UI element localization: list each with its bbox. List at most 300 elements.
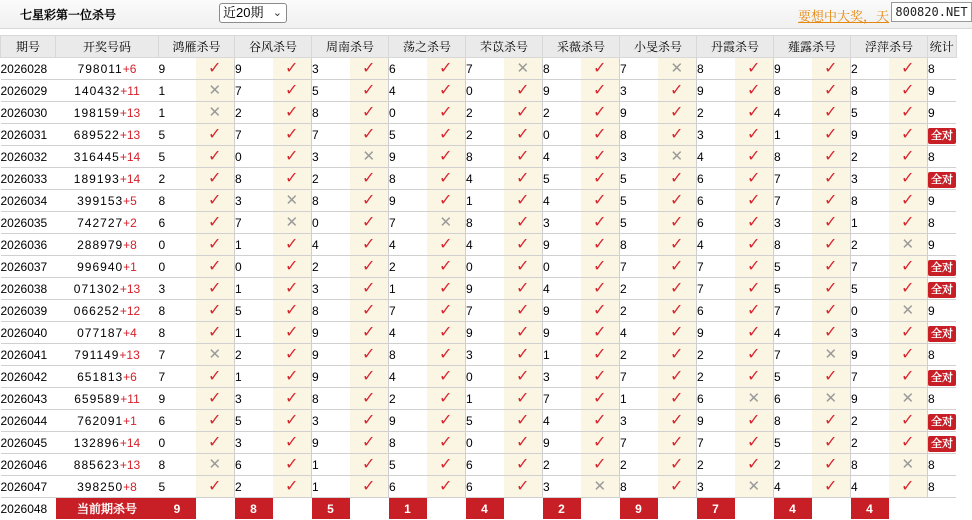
- kill-number-cell: 5: [851, 278, 889, 300]
- check-icon: ✓: [208, 323, 222, 341]
- result-cell: [350, 432, 389, 454]
- result-cell: [658, 432, 697, 454]
- result-cell: [504, 344, 543, 366]
- kill-number-cell: 5: [159, 146, 196, 168]
- cross-icon: ✕: [516, 59, 530, 77]
- table-header-row: [1, 36, 957, 58]
- kill-number-cell: 9: [312, 366, 350, 388]
- kill-number-cell: 9: [697, 80, 735, 102]
- table-row: [1, 124, 957, 146]
- kill-number-cell: 8: [774, 234, 812, 256]
- result-cell: [196, 366, 235, 388]
- all-correct-badge: 全对: [928, 414, 956, 430]
- result-cell: [889, 476, 928, 498]
- draw-special: +14: [119, 149, 141, 164]
- result-cell: [427, 80, 466, 102]
- kill-number-cell: 5: [389, 454, 427, 476]
- kill-number-cell: 2: [159, 168, 196, 190]
- kill-number-cell: 7: [697, 432, 735, 454]
- empty-cell: [658, 498, 697, 520]
- check-icon: ✓: [593, 257, 607, 275]
- check-icon: ✓: [747, 345, 761, 363]
- empty-cell: [889, 498, 928, 520]
- check-icon: ✓: [208, 191, 222, 209]
- result-cell: [427, 322, 466, 344]
- check-icon: ✓: [439, 235, 453, 253]
- kill-number-cell: 6: [159, 410, 196, 432]
- result-cell: [273, 80, 312, 102]
- issue-cell: 2026042: [1, 366, 56, 388]
- kill-number-cell: 1: [620, 388, 658, 410]
- check-icon: ✓: [670, 279, 684, 297]
- cross-icon: ✕: [824, 389, 838, 407]
- result-cell: [273, 344, 312, 366]
- cross-icon: ✕: [439, 213, 453, 231]
- kill-number-cell: 0: [235, 256, 273, 278]
- draw-special: +13: [119, 457, 141, 472]
- cross-icon: ✕: [901, 301, 915, 319]
- all-correct-badge: 全对: [928, 282, 956, 298]
- check-icon: ✓: [670, 257, 684, 275]
- check-icon: ✓: [362, 257, 376, 275]
- stat-cell: [928, 212, 957, 234]
- result-cell: [812, 344, 851, 366]
- stat-cell: [928, 256, 957, 278]
- kill-number-cell: 0: [389, 102, 427, 124]
- result-cell: [889, 256, 928, 278]
- kill-number-cell: 9: [697, 410, 735, 432]
- result-cell: [504, 234, 543, 256]
- check-icon: ✓: [747, 301, 761, 319]
- check-icon: ✓: [670, 345, 684, 363]
- kill-number-cell: 2: [851, 146, 889, 168]
- issue-cell: 2026032: [1, 146, 56, 168]
- check-icon: ✓: [747, 279, 761, 297]
- table-row: [1, 212, 957, 234]
- kill-number-cell: 8: [543, 58, 581, 80]
- issue-cell: 2026041: [1, 344, 56, 366]
- result-cell: [735, 388, 774, 410]
- result-cell: [350, 190, 389, 212]
- kill-number-cell: 7: [851, 366, 889, 388]
- stat-cell: [928, 168, 957, 190]
- stat-value: 9: [928, 83, 935, 98]
- check-icon: ✓: [516, 301, 530, 319]
- kill-number-cell: 2: [235, 476, 273, 498]
- check-icon: ✓: [439, 411, 453, 429]
- kill-number-cell: 9: [389, 410, 427, 432]
- kill-number-cell: 2: [697, 366, 735, 388]
- check-icon: ✓: [670, 433, 684, 451]
- kill-number-cell: 7: [620, 432, 658, 454]
- check-icon: ✓: [208, 301, 222, 319]
- result-cell: [581, 102, 620, 124]
- cross-icon: ✕: [901, 235, 915, 253]
- kill-number-cell: 1: [235, 278, 273, 300]
- check-icon: ✓: [670, 213, 684, 231]
- chevron-down-icon: ⌄: [272, 7, 282, 19]
- result-cell: [658, 58, 697, 80]
- check-icon: ✓: [901, 103, 915, 121]
- current-kill-number: 9: [620, 498, 658, 520]
- kill-number-cell: 1: [159, 80, 196, 102]
- issue-cell: 2026047: [1, 476, 56, 498]
- check-icon: ✓: [362, 323, 376, 341]
- stat-value: 9: [928, 105, 935, 120]
- check-icon: ✓: [285, 433, 299, 451]
- check-icon: ✓: [285, 455, 299, 473]
- result-cell: [889, 168, 928, 190]
- kill-number-cell: 7: [235, 212, 273, 234]
- check-icon: ✓: [439, 125, 453, 143]
- result-cell: [504, 102, 543, 124]
- kill-number-cell: 9: [159, 388, 196, 410]
- result-cell: [196, 102, 235, 124]
- result-cell: [427, 190, 466, 212]
- check-icon: ✓: [901, 191, 915, 209]
- draw-special: +13: [119, 105, 141, 120]
- kill-number-cell: 2: [851, 234, 889, 256]
- stat-value: 9: [928, 193, 935, 208]
- draw-main: 762091: [77, 413, 124, 428]
- check-icon: ✓: [439, 169, 453, 187]
- kill-number-cell: 6: [389, 58, 427, 80]
- check-icon: ✓: [516, 389, 530, 407]
- cross-icon: ✕: [670, 147, 684, 165]
- kill-number-cell: 2: [697, 102, 735, 124]
- check-icon: ✓: [362, 191, 376, 209]
- current-kill-number: 2: [543, 498, 581, 520]
- draw-main: 071302: [73, 281, 120, 296]
- result-cell: [196, 322, 235, 344]
- draw-special: +1: [123, 259, 137, 274]
- kill-number-cell: 5: [851, 102, 889, 124]
- draw-number-cell: [56, 256, 159, 278]
- check-icon: ✓: [824, 367, 838, 385]
- issue-cell: 2026045: [1, 432, 56, 454]
- check-icon: ✓: [593, 191, 607, 209]
- result-cell: [658, 454, 697, 476]
- current-kill-number: 8: [235, 498, 273, 520]
- kill-number-cell: 5: [774, 432, 812, 454]
- kill-number-cell: 6: [697, 168, 735, 190]
- check-icon: ✓: [593, 213, 607, 231]
- stat-cell: [928, 234, 957, 256]
- kill-number-cell: 2: [543, 454, 581, 476]
- issue-cell: 2026035: [1, 212, 56, 234]
- check-icon: ✓: [362, 433, 376, 451]
- kill-number-cell: 1: [235, 322, 273, 344]
- kill-number-cell: 1: [466, 190, 504, 212]
- kill-number-cell: 8: [389, 168, 427, 190]
- cross-icon: ✕: [901, 389, 915, 407]
- result-cell: [889, 212, 928, 234]
- kill-number-cell: 8: [312, 300, 350, 322]
- check-icon: ✓: [901, 59, 915, 77]
- check-icon: ✓: [285, 59, 299, 77]
- check-icon: ✓: [901, 81, 915, 99]
- col-header-gufeng: 谷风杀号: [235, 36, 312, 58]
- check-icon: ✓: [208, 213, 222, 231]
- check-icon: ✓: [747, 103, 761, 121]
- result-cell: [350, 410, 389, 432]
- check-icon: ✓: [516, 81, 530, 99]
- result-cell: [504, 322, 543, 344]
- result-cell: [735, 256, 774, 278]
- kill-number-cell: 9: [159, 58, 196, 80]
- check-icon: ✓: [362, 103, 376, 121]
- kill-number-cell: 7: [774, 168, 812, 190]
- result-cell: [350, 322, 389, 344]
- kill-number-cell: 8: [159, 300, 196, 322]
- cross-icon: ✕: [208, 103, 222, 121]
- kill-number-cell: 8: [620, 234, 658, 256]
- result-cell: [581, 278, 620, 300]
- check-icon: ✓: [593, 125, 607, 143]
- check-icon: ✓: [362, 279, 376, 297]
- promo-link[interactable]: 要想中大奖，天: [798, 9, 890, 24]
- stat-value: 8: [928, 61, 935, 76]
- check-icon: ✓: [824, 235, 838, 253]
- result-cell: [504, 168, 543, 190]
- check-icon: ✓: [516, 367, 530, 385]
- issue-cell: 2026046: [1, 454, 56, 476]
- result-cell: [812, 212, 851, 234]
- period-select[interactable]: [219, 3, 287, 23]
- kill-number-cell: 8: [466, 146, 504, 168]
- result-cell: [196, 300, 235, 322]
- cross-icon: ✕: [362, 147, 376, 165]
- result-cell: [273, 212, 312, 234]
- table-row: [1, 322, 957, 344]
- result-cell: [735, 190, 774, 212]
- check-icon: ✓: [747, 213, 761, 231]
- result-cell: [581, 432, 620, 454]
- table-row: [1, 432, 957, 454]
- kill-number-cell: 9: [697, 322, 735, 344]
- check-icon: ✓: [439, 389, 453, 407]
- draw-special: +13: [119, 281, 141, 296]
- kill-number-cell: 8: [312, 190, 350, 212]
- result-cell: [273, 278, 312, 300]
- col-header-zhounan: 周南杀号: [312, 36, 389, 58]
- check-icon: ✓: [824, 411, 838, 429]
- col-header-issue: 期号: [1, 36, 56, 58]
- check-icon: ✓: [285, 147, 299, 165]
- table-row: [1, 146, 957, 168]
- issue-cell: 2026036: [1, 234, 56, 256]
- result-cell: [658, 388, 697, 410]
- kill-number-cell: 5: [620, 168, 658, 190]
- kill-number-cell: 4: [620, 322, 658, 344]
- kill-number-cell: 7: [389, 212, 427, 234]
- check-icon: ✓: [362, 81, 376, 99]
- check-icon: ✓: [516, 323, 530, 341]
- cross-icon: ✕: [901, 455, 915, 473]
- kill-number-cell: 5: [620, 190, 658, 212]
- kill-number-cell: 8: [774, 146, 812, 168]
- result-cell: [735, 476, 774, 498]
- current-kill-number: 9: [159, 498, 196, 520]
- result-cell: [658, 322, 697, 344]
- kill-number-cell: 2: [774, 454, 812, 476]
- result-cell: [735, 344, 774, 366]
- result-cell: [504, 80, 543, 102]
- kill-number-cell: 9: [235, 58, 273, 80]
- draw-number-cell: [56, 80, 159, 102]
- check-icon: ✓: [285, 301, 299, 319]
- draw-main: 885623: [73, 457, 120, 472]
- check-icon: ✓: [516, 191, 530, 209]
- stat-value: 9: [928, 303, 935, 318]
- result-cell: [812, 454, 851, 476]
- kill-number-cell: 2: [620, 344, 658, 366]
- col-header-fuping: 浮萍杀号: [851, 36, 928, 58]
- kill-number-cell: 7: [620, 58, 658, 80]
- kill-number-cell: 4: [389, 234, 427, 256]
- stat-value: 8: [928, 347, 935, 362]
- kill-number-cell: 3: [312, 146, 350, 168]
- cross-icon: ✕: [747, 389, 761, 407]
- result-cell: [812, 168, 851, 190]
- result-cell: [273, 102, 312, 124]
- result-cell: [812, 432, 851, 454]
- result-cell: [350, 146, 389, 168]
- result-cell: [812, 58, 851, 80]
- all-correct-badge: 全对: [928, 436, 956, 452]
- issue-cell: 2026033: [1, 168, 56, 190]
- issue-cell: 2026031: [1, 124, 56, 146]
- draw-main: 077187: [77, 325, 124, 340]
- check-icon: ✓: [362, 455, 376, 473]
- kill-number-cell: 3: [543, 212, 581, 234]
- kill-number-cell: 8: [851, 190, 889, 212]
- result-cell: [889, 124, 928, 146]
- result-cell: [889, 278, 928, 300]
- result-cell: [581, 344, 620, 366]
- draw-special: +11: [120, 391, 140, 406]
- check-icon: ✓: [824, 257, 838, 275]
- check-icon: ✓: [747, 59, 761, 77]
- result-cell: [658, 344, 697, 366]
- kill-number-cell: 9: [851, 124, 889, 146]
- check-icon: ✓: [362, 477, 376, 495]
- kill-number-cell: 3: [543, 476, 581, 498]
- result-cell: [504, 366, 543, 388]
- kill-number-cell: 7: [159, 366, 196, 388]
- result-cell: [504, 146, 543, 168]
- kill-number-cell: 8: [620, 124, 658, 146]
- kill-number-cell: 3: [235, 190, 273, 212]
- col-header-danxia: 丹霞杀号: [697, 36, 774, 58]
- kill-number-cell: 8: [851, 80, 889, 102]
- check-icon: ✓: [747, 433, 761, 451]
- kill-number-cell: 9: [389, 146, 427, 168]
- result-cell: [273, 476, 312, 498]
- result-cell: [196, 80, 235, 102]
- result-cell: [350, 454, 389, 476]
- result-cell: [735, 168, 774, 190]
- empty-cell: [581, 498, 620, 520]
- check-icon: ✓: [670, 389, 684, 407]
- kill-number-cell: 1: [235, 234, 273, 256]
- kill-number-cell: 6: [697, 212, 735, 234]
- result-cell: [350, 366, 389, 388]
- draw-special: +2: [123, 215, 137, 230]
- kill-number-cell: 6: [159, 212, 196, 234]
- stat-value: 8: [928, 479, 935, 494]
- result-cell: [812, 388, 851, 410]
- result-cell: [196, 454, 235, 476]
- check-icon: ✓: [439, 279, 453, 297]
- draw-main: 659589: [74, 391, 121, 406]
- check-icon: ✓: [362, 411, 376, 429]
- result-cell: [196, 432, 235, 454]
- result-cell: [350, 102, 389, 124]
- result-cell: [735, 80, 774, 102]
- check-icon: ✓: [901, 323, 915, 341]
- kill-number-cell: 5: [235, 300, 273, 322]
- check-icon: ✓: [747, 125, 761, 143]
- draw-special: +1: [123, 413, 137, 428]
- kill-number-cell: 4: [543, 410, 581, 432]
- kill-number-cell: 4: [774, 102, 812, 124]
- check-icon: ✓: [285, 235, 299, 253]
- check-icon: ✓: [593, 169, 607, 187]
- check-icon: ✓: [593, 59, 607, 77]
- kill-number-cell: 4: [697, 234, 735, 256]
- check-icon: ✓: [285, 257, 299, 275]
- result-cell: [350, 58, 389, 80]
- kill-number-cell: 6: [697, 300, 735, 322]
- check-icon: ✓: [285, 477, 299, 495]
- result-cell: [735, 212, 774, 234]
- result-cell: [735, 146, 774, 168]
- cross-icon: ✕: [747, 477, 761, 495]
- kill-number-cell: 4: [466, 234, 504, 256]
- result-cell: [658, 234, 697, 256]
- kill-number-cell: 9: [312, 344, 350, 366]
- check-icon: ✓: [285, 279, 299, 297]
- draw-special: +5: [123, 193, 137, 208]
- top-bar: [0, 0, 972, 29]
- result-cell: [889, 190, 928, 212]
- kill-number-cell: 5: [774, 366, 812, 388]
- stat-cell: [928, 278, 957, 300]
- cross-icon: ✕: [208, 345, 222, 363]
- issue-cell: 2026034: [1, 190, 56, 212]
- check-icon: ✓: [208, 169, 222, 187]
- check-icon: ✓: [285, 411, 299, 429]
- draw-main: 189193: [73, 171, 120, 186]
- kill-number-cell: 6: [235, 454, 273, 476]
- result-cell: [889, 366, 928, 388]
- check-icon: ✓: [593, 455, 607, 473]
- kill-number-cell: 2: [697, 344, 735, 366]
- result-cell: [427, 212, 466, 234]
- result-cell: [273, 432, 312, 454]
- kill-number-cell: 8: [312, 388, 350, 410]
- kill-number-cell: 2: [620, 300, 658, 322]
- check-icon: ✓: [516, 169, 530, 187]
- check-icon: ✓: [362, 169, 376, 187]
- cross-icon: ✕: [824, 345, 838, 363]
- kill-number-cell: 5: [774, 278, 812, 300]
- check-icon: ✓: [901, 345, 915, 363]
- result-cell: [581, 366, 620, 388]
- draw-number-cell: [56, 432, 159, 454]
- kill-number-cell: 7: [851, 256, 889, 278]
